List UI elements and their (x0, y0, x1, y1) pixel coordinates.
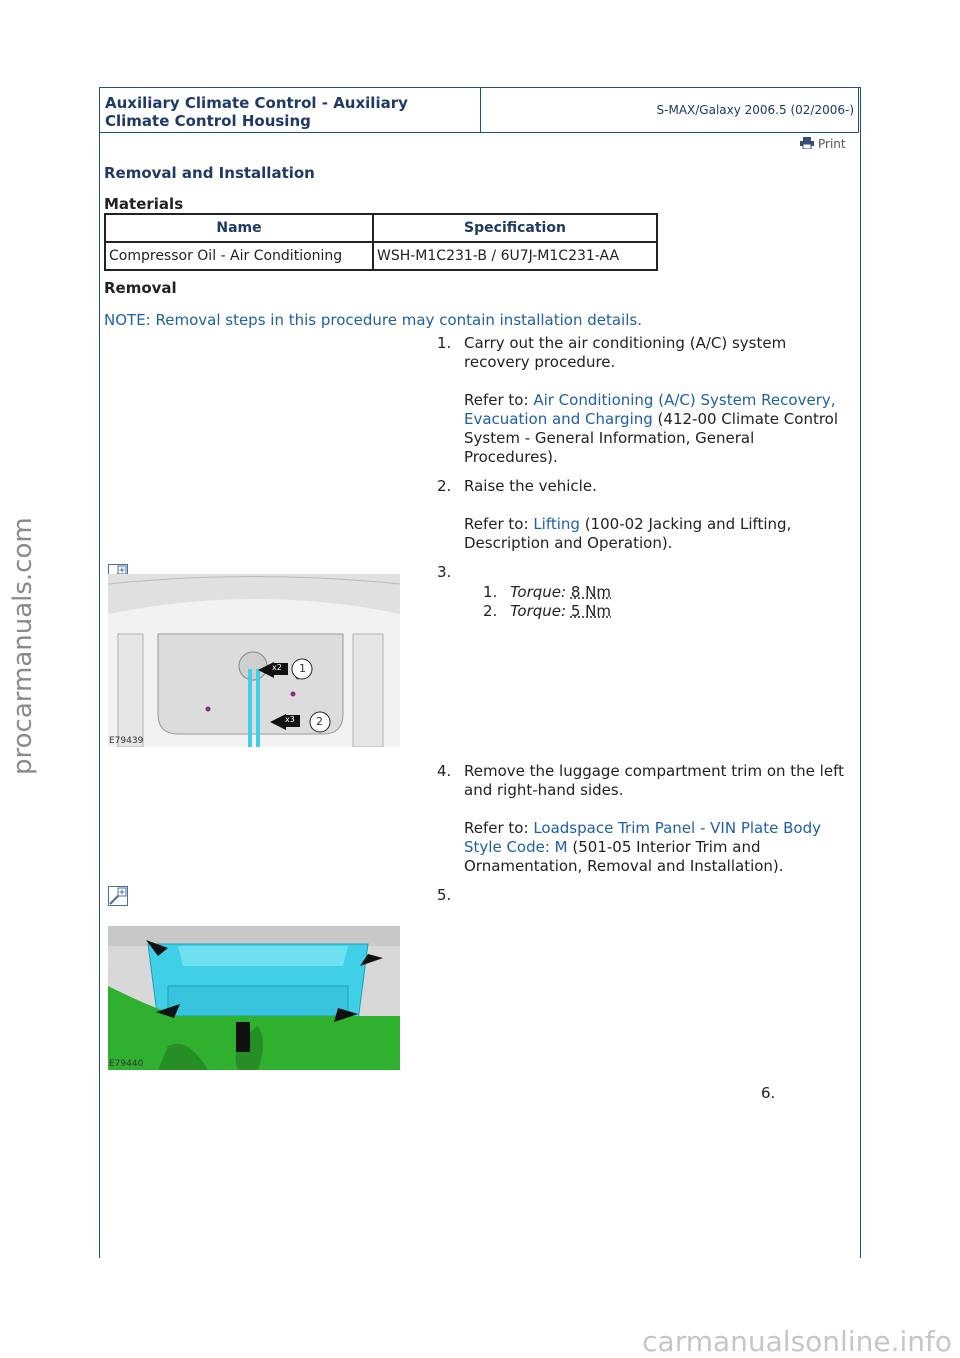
watermark-carmanualsonline: carmanualsonline.info (642, 1325, 952, 1358)
step-text: Remove the luggage compartment trim on the left and right-hand sides. (464, 762, 844, 799)
ref-prefix: Refer to: (464, 819, 534, 837)
column-header-name: Name (105, 214, 373, 242)
ref-link-loadspace-trim[interactable]: Loadspace Trim Panel - VIN Plate Body Style Code: M (464, 819, 821, 856)
figure-label: E79440 (109, 1059, 144, 1069)
callout-1: 1 (299, 662, 306, 675)
figure-e79440-drawing (108, 926, 400, 1070)
ref-suffix: (501-05 Interior Trim and Ornamentation, Removal and Installation). (464, 838, 784, 875)
step-reference (464, 819, 847, 876)
printer-icon (800, 137, 814, 149)
torque-label: Torque: (510, 602, 567, 620)
torque-number: 2. (483, 602, 498, 620)
section-title: Removal and Installation (104, 164, 315, 182)
material-name: Compressor Oil - Air Conditioning (105, 242, 373, 270)
step-4 (437, 762, 847, 876)
page-header (99, 87, 859, 133)
callout-2: 2 (316, 715, 323, 728)
step-reference (464, 515, 847, 553)
material-spec: WSH-M1C231-B / 6U7J-M1C231-AA (373, 242, 657, 270)
zoom-icon[interactable] (108, 886, 128, 906)
removal-heading: Removal (104, 279, 177, 297)
figure-e79439[interactable] (108, 574, 400, 747)
ref-prefix: Refer to: (464, 515, 534, 533)
torque-number: 1. (483, 583, 498, 601)
torque-item-1 (483, 583, 611, 602)
step-number: 6. (761, 1084, 776, 1102)
materials-heading: Materials (104, 195, 184, 213)
callout-multiplier-1: x2 (272, 663, 282, 672)
step-reference (464, 391, 847, 467)
ref-suffix: (412-00 Climate Control System - General Information, General Procedures). (464, 410, 839, 466)
column-header-specification: Specification (373, 214, 657, 242)
callout-multiplier-2: x3 (285, 715, 295, 724)
step-number: 4. (437, 762, 452, 780)
step-number: 3. (437, 563, 452, 581)
table-row (105, 242, 657, 270)
figure-label: E79439 (109, 736, 144, 746)
table-header-row (105, 214, 657, 242)
ref-link-ac-recovery[interactable]: Air Conditioning (A/C) System Recovery, Evacuation and Charging (464, 391, 836, 428)
step-2 (437, 477, 847, 553)
watermark-procarmanuals: procarmanuals.com (8, 517, 38, 775)
step-number: 5. (437, 886, 452, 904)
materials-table (104, 213, 658, 271)
figure-e79440[interactable] (108, 926, 400, 1070)
figure-e79439-drawing (108, 574, 400, 747)
page-title: Auxiliary Climate Control - Auxiliary Climate Control Housing (105, 94, 408, 130)
torque-item-2 (483, 602, 611, 621)
print-link[interactable] (800, 137, 846, 151)
print-label: Print (818, 137, 846, 151)
removal-note: NOTE: Removal steps in this procedure may contain installation details. (104, 311, 642, 329)
torque-value: 8 Nm (570, 583, 611, 601)
ref-link-lifting[interactable]: Lifting (533, 515, 580, 533)
step-text: Carry out the air conditioning (A/C) system recovery procedure. (464, 334, 787, 371)
ref-suffix: (100-02 Jacking and Lifting, Description and Operation). (464, 515, 792, 552)
vehicle-model: S-MAX/Galaxy 2006.5 (02/2006-) (480, 88, 858, 132)
step-number: 1. (437, 334, 452, 352)
step-1 (437, 334, 847, 467)
ref-prefix: Refer to: (464, 391, 534, 409)
step-text: Raise the vehicle. (464, 477, 597, 495)
torque-label: Torque: (510, 583, 567, 601)
torque-value: 5 Nm (570, 602, 611, 620)
step-number: 2. (437, 477, 452, 495)
